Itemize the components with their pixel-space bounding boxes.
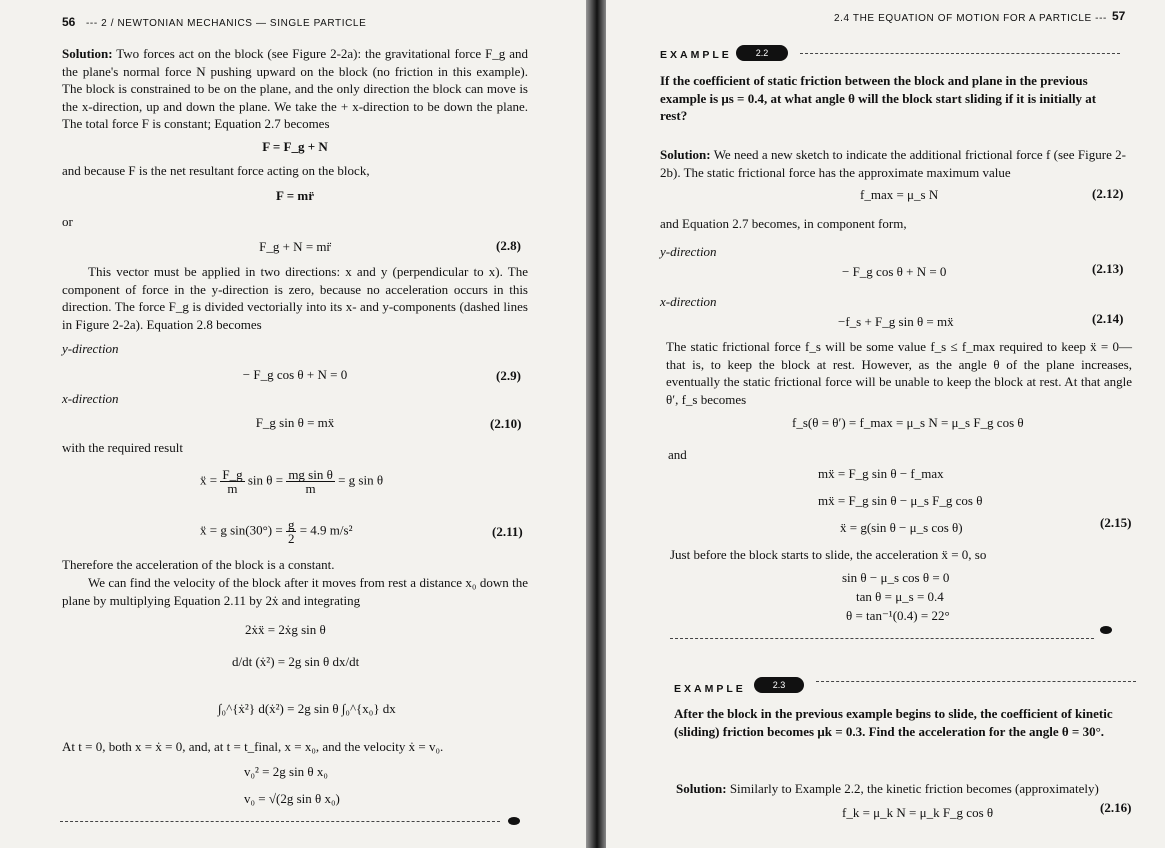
label-y-direction: y-direction (660, 244, 717, 259)
text-before-sliding: Just before the block starts to slide, the acceleration ẍ = 0, so (670, 547, 987, 562)
page-number: 57 (1112, 9, 1126, 23)
equation-number: (2.14) (1092, 311, 1124, 326)
book-spine (586, 0, 606, 848)
section-divider (60, 821, 500, 822)
label-x-direction: x-direction (62, 391, 119, 406)
fraction (286, 468, 335, 495)
paragraph-vector: This vector must be applied in two directions: x and y (perpendicular to x). The component of force in the y-direction is zero, because no acceleration occurs in this direction. The force F_g is divided vectorially into its x- and y-components (dashed lines in Figure 2-2a). Equation 2.8 becomes (62, 264, 528, 332)
right-page (606, 0, 1165, 848)
example-number-badge: 2.2 (736, 45, 788, 61)
running-header: 2.4 THE EQUATION OF MOTION FOR A PARTICLE --- (834, 13, 1107, 24)
solution-text: Two forces act on the block (see Figure 2-2a): the gravitational force F_g and the plane's normal force N pushing upward on the block (no friction in this example). The block is constrained to be on the plane, and the only direction the block can move is the x-direction, up and down the plane. We take the + x-direction to be down the plane. The total force F is constant; Equation 2.7 becomes (62, 46, 528, 132)
example-label: EXAMPLE (674, 683, 746, 695)
text-and: and (668, 447, 687, 462)
paragraph-static-friction: The static frictional force f_s will be some value f_s ≤ f_max required to keep ẍ = 0—that is, to keep the block at rest. However, as the angle θ of the plane increases, eventually the static frictional force will be unable to keep the block at rest. At that angle θ′, f_s becomes (666, 339, 1132, 407)
equation-number: (2.11) (492, 524, 523, 539)
solution-text: We need a new sketch to indicate the additional frictional force f (see Figure 2-2b). The static frictional force has the approximate maximum value (660, 147, 1127, 180)
equation-number: (2.13) (1092, 261, 1124, 276)
eq-part: ẍ = g sin(30°) = (200, 522, 283, 538)
equation-number: (2.16) (1100, 800, 1132, 815)
equation-force-sum: F = F_g + N (262, 139, 328, 154)
equation-balance-3: θ = tan⁻¹(0.4) = 22° (846, 608, 950, 623)
equation-2-13: − F_g cos θ + N = 0 (842, 264, 947, 279)
fraction (220, 468, 244, 495)
equation-balance-2: tan θ = μ_s = 0.4 (856, 589, 944, 604)
example-number-badge: 2.3 (754, 677, 804, 693)
equation-integrate-1: 2ẋẍ = 2ẋg sin θ (245, 622, 326, 637)
equation-result (200, 468, 383, 495)
example-divider (800, 53, 1120, 54)
equation-v-squared: v₀² = 2g sin θ x₀ (244, 764, 328, 779)
solution-label: Solution: (676, 781, 727, 796)
label-y-direction: y-direction (62, 341, 119, 356)
example-label: EXAMPLE (660, 49, 732, 61)
text-component-form: and Equation 2.7 becomes, in component form, (660, 216, 907, 231)
equation-accel-2: mẍ = F_g sin θ − μ_s F_g cos θ (818, 493, 983, 508)
solution-paragraph (660, 146, 1126, 181)
section-divider (670, 638, 1094, 639)
equation-2-10: F_g sin θ = mẍ (255, 415, 335, 430)
solution-paragraph (676, 780, 1142, 798)
eq-part: = 4.9 m/s² (299, 522, 353, 538)
eq-part: ẍ = (200, 472, 218, 488)
equation-integrate-3: ∫₀^{ẋ²} d(ẋ²) = 2g sin θ ∫₀^{x₀} dx (218, 701, 396, 716)
page-number: 56 (62, 15, 76, 29)
eq-part: sin θ = (247, 472, 284, 488)
equation-number: (2.15) (1100, 515, 1132, 530)
equation-2-11 (200, 518, 352, 545)
equation-2-16: f_k = μ_k N = μ_k F_g cos θ (842, 805, 994, 820)
solution-label: Solution: (62, 46, 113, 61)
equation-2-8: F_g + N = mr̈ (259, 239, 331, 254)
text-therefore: Therefore the acceleration of the block is a constant. (62, 557, 335, 572)
equation-newton: F = mr̈ (276, 188, 314, 203)
equation-fs: f_s(θ = θ′) = f_max = μ_s N = μ_s F_g cos θ (792, 415, 1024, 430)
solution-text: Similarly to Example 2.2, the kinetic friction becomes (approximately) (729, 781, 1099, 796)
equation-2-9: − F_g cos θ + N = 0 (242, 367, 348, 382)
fraction (286, 518, 297, 545)
denominator: m (227, 481, 238, 496)
equation-accel-3: ẍ = g(sin θ − μ_s cos θ) (840, 520, 963, 535)
equation-2-12: f_max = μ_s N (860, 187, 939, 202)
paragraph-velocity: We can find the velocity of the block after it moves from rest a distance x₀ down the plane by multiplying Equation 2.11 by 2ẋ and integrating (62, 575, 528, 608)
equation-number: (2.10) (490, 416, 522, 431)
example-question: If the coefficient of static friction between the block and plane in the previous example is μs = 0.4, at what angle θ will the block start sliding if it is initially at rest? (660, 73, 1097, 124)
running-header: --- 2 / NEWTONIAN MECHANICS — SINGLE PARTICLE (86, 18, 367, 29)
text-net-force: and because F is the net resultant force acting on the block, (62, 163, 370, 178)
text-or: or (62, 214, 73, 229)
example-divider (816, 681, 1136, 682)
end-marker-dot (508, 817, 520, 825)
text-initial-conditions: At t = 0, both x = ẋ = 0, and, at t = t_final, x = x₀, and the velocity ẋ = v₀. (62, 739, 444, 754)
denominator: m (305, 481, 316, 496)
numerator: F_g (222, 467, 243, 482)
text-required-result: with the required result (62, 440, 183, 455)
denominator: 2 (287, 531, 295, 546)
end-marker-dot (1100, 626, 1112, 634)
numerator: mg sin θ (288, 467, 333, 482)
equation-number: (2.9) (496, 368, 521, 383)
eq-part: = g sin θ (338, 472, 384, 488)
equation-balance-1: sin θ − μ_s cos θ = 0 (842, 570, 950, 585)
example-question: After the block in the previous example begins to slide, the coefficient of kinetic (sliding) friction becomes μk = 0.3. Find the acceleration for the angle θ = 30°. (674, 706, 1113, 739)
equation-number: (2.12) (1092, 186, 1124, 201)
equation-velocity: v₀ = √(2g sin θ x₀) (244, 791, 340, 806)
equation-accel-1: mẍ = F_g sin θ − f_max (818, 466, 944, 481)
solution-paragraph (62, 45, 528, 133)
numerator: g (287, 517, 295, 532)
label-x-direction: x-direction (660, 294, 717, 309)
equation-number: (2.8) (496, 238, 521, 253)
equation-2-14: −f_s + F_g sin θ = mẍ (838, 314, 954, 329)
solution-label: Solution: (660, 147, 711, 162)
equation-integrate-2: d/dt (ẋ²) = 2g sin θ dx/dt (232, 654, 360, 669)
